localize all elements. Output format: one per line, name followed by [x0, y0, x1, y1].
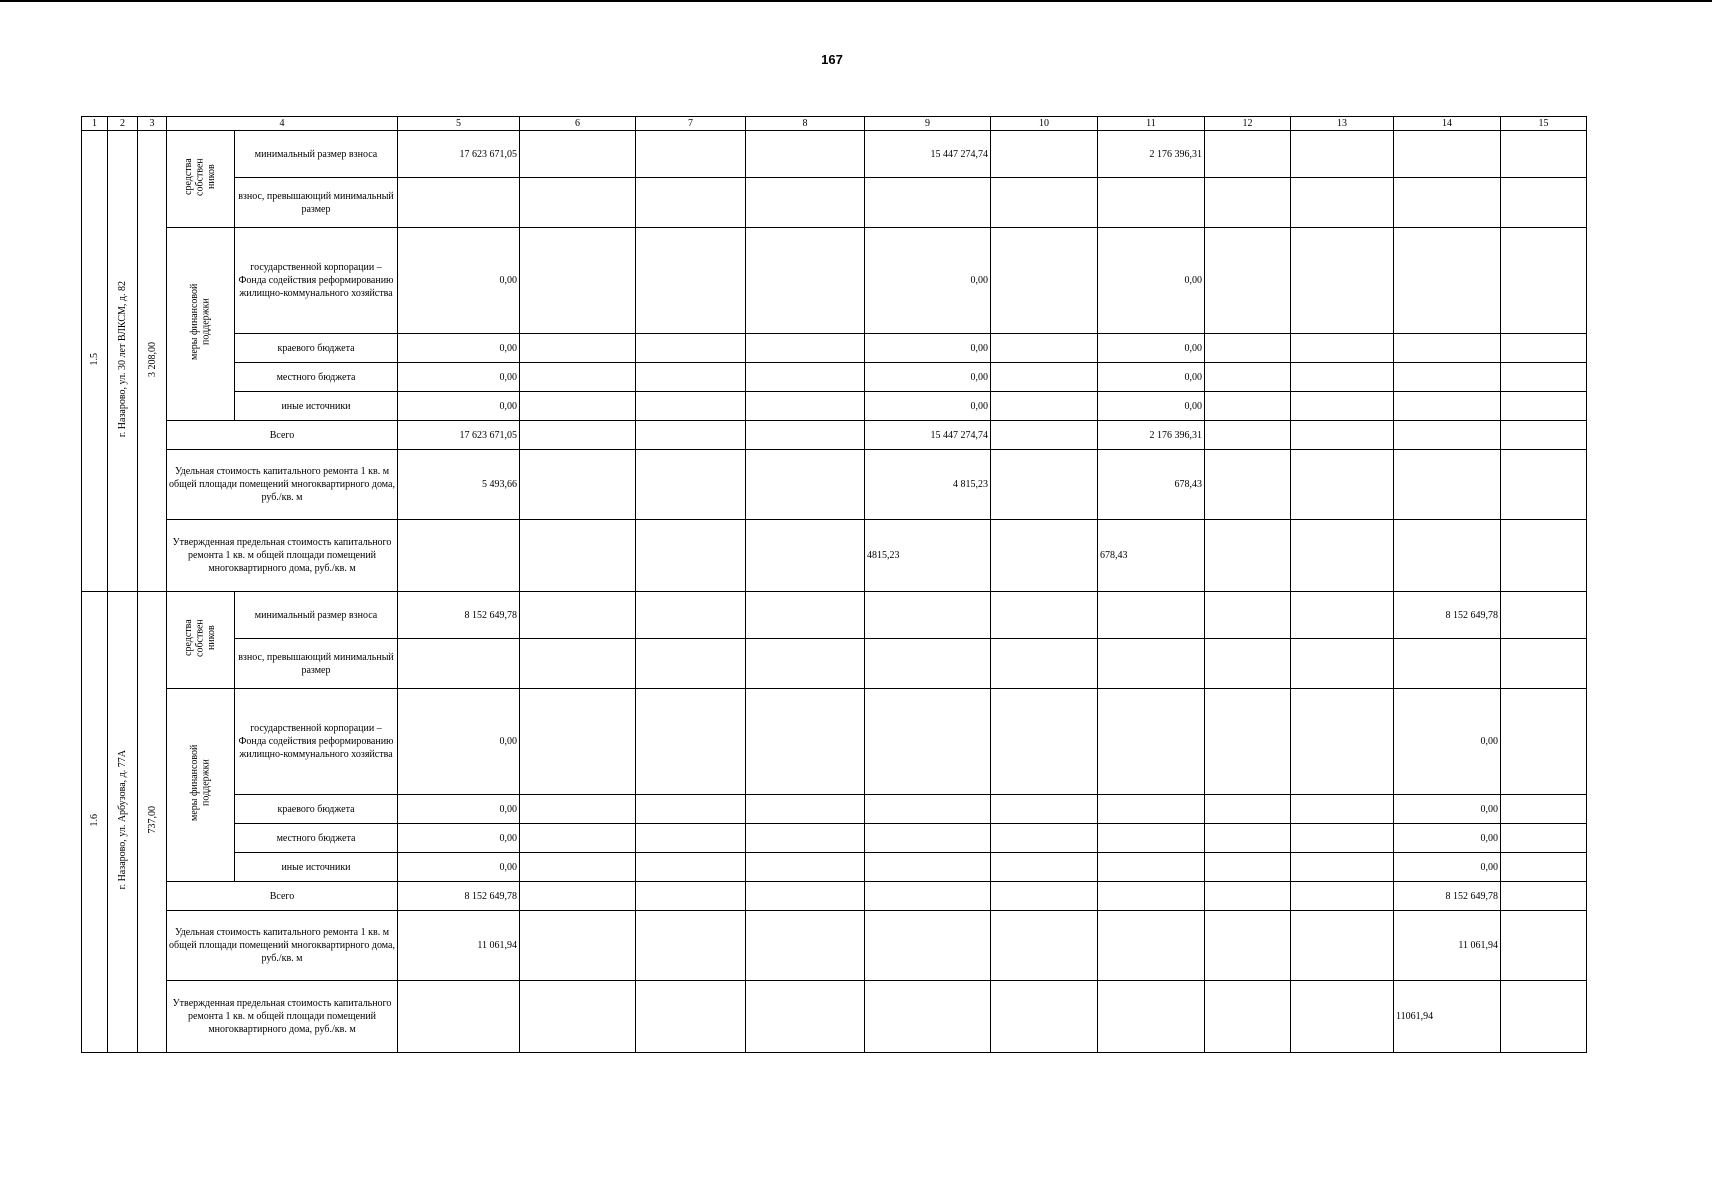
empty-cell: [991, 592, 1098, 639]
value-cell: [1098, 853, 1205, 882]
empty-cell: [636, 228, 746, 334]
value-cell: 0,00: [1394, 824, 1501, 853]
empty-cell: [1501, 450, 1587, 520]
empty-cell: [746, 421, 865, 450]
empty-cell: [398, 520, 520, 592]
empty-cell: [1205, 363, 1291, 392]
empty-cell: [991, 981, 1098, 1053]
value-cell: 2 176 396,31: [1098, 421, 1205, 450]
value-cell: 15 447 274,74: [865, 131, 991, 178]
empty-cell: [1501, 882, 1587, 911]
empty-cell: [746, 178, 865, 228]
approved-value-cell: 678,43: [1098, 520, 1205, 592]
row-label-fund: государственной корпорации – Фонда содействия реформированию жилищно-коммунального хозяйства: [235, 228, 398, 334]
empty-cell: [991, 421, 1098, 450]
approved-value-cell: 4815,23: [865, 520, 991, 592]
value-cell: 17 623 671,05: [398, 131, 520, 178]
empty-cell: [520, 689, 636, 795]
group-label-support: меры финансовой поддержки: [167, 228, 235, 421]
empty-cell: [1291, 824, 1394, 853]
empty-cell: [520, 592, 636, 639]
empty-cell: [1501, 592, 1587, 639]
block-address: г. Назарово, ул. 30 лет ВЛКСМ, д. 82: [108, 131, 138, 592]
empty-cell: [398, 178, 520, 228]
empty-cell: [1205, 911, 1291, 981]
empty-cell: [865, 178, 991, 228]
empty-cell: [746, 228, 865, 334]
empty-cell: [1501, 520, 1587, 592]
value-cell: 0,00: [398, 363, 520, 392]
empty-cell: [991, 363, 1098, 392]
empty-cell: [746, 520, 865, 592]
row-label-approved: Утвержденная предельная стоимость капитального ремонта 1 кв. м общей площади помещений многоквартирного дома, руб./кв. м: [167, 520, 398, 592]
approved-value-cell: [1098, 981, 1205, 1053]
column-header: 15: [1501, 117, 1587, 131]
empty-cell: [746, 911, 865, 981]
empty-cell: [398, 639, 520, 689]
row-label-local: местного бюджета: [235, 363, 398, 392]
empty-cell: [1205, 421, 1291, 450]
approved-value-cell: [1394, 520, 1501, 592]
empty-cell: [520, 981, 636, 1053]
empty-cell: [746, 639, 865, 689]
empty-cell: [1501, 334, 1587, 363]
value-cell: [1394, 363, 1501, 392]
table-row: [82, 421, 1587, 450]
value-cell: [1394, 228, 1501, 334]
empty-cell: [1501, 178, 1587, 228]
empty-cell: [520, 824, 636, 853]
row-label-over-min: взнос, превышающий минимальный размер: [235, 639, 398, 689]
empty-cell: [746, 882, 865, 911]
empty-cell: [1291, 334, 1394, 363]
empty-cell: [1291, 392, 1394, 421]
table-row: [82, 689, 1587, 795]
empty-cell: [991, 178, 1098, 228]
empty-cell: [991, 450, 1098, 520]
value-cell: [865, 689, 991, 795]
empty-cell: [1501, 228, 1587, 334]
value-cell: 0,00: [1394, 853, 1501, 882]
value-cell: [1394, 421, 1501, 450]
empty-cell: [1291, 882, 1394, 911]
empty-cell: [746, 392, 865, 421]
empty-cell: [1205, 228, 1291, 334]
empty-cell: [1291, 450, 1394, 520]
empty-cell: [1205, 689, 1291, 795]
empty-cell: [1501, 131, 1587, 178]
value-cell: 15 447 274,74: [865, 421, 991, 450]
empty-cell: [1098, 639, 1205, 689]
empty-cell: [636, 334, 746, 363]
empty-cell: [520, 450, 636, 520]
empty-cell: [636, 981, 746, 1053]
empty-cell: [991, 824, 1098, 853]
value-cell: 11 061,94: [398, 911, 520, 981]
empty-cell: [1291, 795, 1394, 824]
block-address: г. Назарово, ул. Арбузова, д. 77А: [108, 592, 138, 1053]
value-cell: [1098, 911, 1205, 981]
value-cell: 0,00: [865, 392, 991, 421]
empty-cell: [520, 228, 636, 334]
table-row: [82, 981, 1587, 1053]
column-header: 12: [1205, 117, 1291, 131]
empty-cell: [746, 592, 865, 639]
value-cell: 0,00: [1394, 689, 1501, 795]
table-row: [82, 334, 1587, 363]
empty-cell: [746, 363, 865, 392]
empty-cell: [520, 178, 636, 228]
value-cell: 8 152 649,78: [398, 592, 520, 639]
table-row: [82, 824, 1587, 853]
value-cell: [1098, 882, 1205, 911]
value-cell: 5 493,66: [398, 450, 520, 520]
row-label-min-fee: минимальный размер взноса: [235, 592, 398, 639]
value-cell: [865, 911, 991, 981]
value-cell: 17 623 671,05: [398, 421, 520, 450]
empty-cell: [1291, 639, 1394, 689]
empty-cell: [746, 824, 865, 853]
block-area: 3 208,00: [138, 131, 167, 592]
empty-cell: [636, 824, 746, 853]
row-label-regional: краевого бюджета: [235, 334, 398, 363]
empty-cell: [1205, 639, 1291, 689]
column-header: 4: [167, 117, 398, 131]
empty-cell: [1501, 639, 1587, 689]
empty-cell: [520, 639, 636, 689]
column-header: 10: [991, 117, 1098, 131]
column-header: 2: [108, 117, 138, 131]
column-header: 3: [138, 117, 167, 131]
empty-cell: [991, 689, 1098, 795]
row-label-regional: краевого бюджета: [235, 795, 398, 824]
value-cell: 0,00: [398, 334, 520, 363]
value-cell: 0,00: [398, 689, 520, 795]
empty-cell: [1394, 639, 1501, 689]
value-cell: [1394, 392, 1501, 421]
empty-cell: [520, 520, 636, 592]
column-header: 1: [82, 117, 108, 131]
empty-cell: [636, 795, 746, 824]
empty-cell: [636, 853, 746, 882]
empty-cell: [991, 520, 1098, 592]
value-cell: 0,00: [1394, 795, 1501, 824]
value-cell: [1394, 334, 1501, 363]
empty-cell: [991, 228, 1098, 334]
empty-cell: [1291, 853, 1394, 882]
table-row: [82, 795, 1587, 824]
row-label-over-min: взнос, превышающий минимальный размер: [235, 178, 398, 228]
value-cell: 0,00: [865, 334, 991, 363]
empty-cell: [1205, 520, 1291, 592]
empty-cell: [1291, 228, 1394, 334]
empty-cell: [1205, 178, 1291, 228]
column-header: 8: [746, 117, 865, 131]
empty-cell: [1098, 178, 1205, 228]
empty-cell: [1291, 689, 1394, 795]
empty-cell: [991, 639, 1098, 689]
value-cell: 0,00: [1098, 363, 1205, 392]
row-label-total: Всего: [167, 421, 398, 450]
row-label-min-fee: минимальный размер взноса: [235, 131, 398, 178]
empty-cell: [1501, 911, 1587, 981]
empty-cell: [1291, 911, 1394, 981]
table-row: [82, 882, 1587, 911]
empty-cell: [1291, 592, 1394, 639]
row-label-local: местного бюджета: [235, 824, 398, 853]
value-cell: 0,00: [398, 824, 520, 853]
value-cell: 8 152 649,78: [1394, 592, 1501, 639]
empty-cell: [746, 689, 865, 795]
empty-cell: [398, 981, 520, 1053]
block-number: 1.5: [82, 131, 108, 592]
value-cell: [1098, 824, 1205, 853]
capital-repair-table: [81, 116, 1587, 1053]
table-row: [82, 363, 1587, 392]
value-cell: 0,00: [1098, 334, 1205, 363]
empty-cell: [520, 363, 636, 392]
value-cell: 0,00: [398, 228, 520, 334]
empty-cell: [1291, 421, 1394, 450]
empty-cell: [636, 392, 746, 421]
empty-cell: [1205, 131, 1291, 178]
block-number: 1.6: [82, 592, 108, 1053]
empty-cell: [636, 592, 746, 639]
value-cell: 8 152 649,78: [398, 882, 520, 911]
empty-cell: [1205, 392, 1291, 421]
value-cell: 0,00: [865, 228, 991, 334]
row-label-approved: Утвержденная предельная стоимость капитального ремонта 1 кв. м общей площади помещений многоквартирного дома, руб./кв. м: [167, 981, 398, 1053]
empty-cell: [520, 911, 636, 981]
row-label-total: Всего: [167, 882, 398, 911]
column-header: 13: [1291, 117, 1394, 131]
approved-value-cell: [865, 981, 991, 1053]
value-cell: [1098, 795, 1205, 824]
empty-cell: [636, 689, 746, 795]
empty-cell: [636, 882, 746, 911]
column-number-row: [82, 117, 1587, 131]
empty-cell: [1205, 882, 1291, 911]
table-row: [82, 520, 1587, 592]
value-cell: 11 061,94: [1394, 911, 1501, 981]
row-label-fund: государственной корпорации – Фонда содействия реформированию жилищно-коммунального хозяйства: [235, 689, 398, 795]
empty-cell: [636, 639, 746, 689]
value-cell: 0,00: [398, 853, 520, 882]
empty-cell: [520, 421, 636, 450]
empty-cell: [1291, 981, 1394, 1053]
empty-cell: [991, 853, 1098, 882]
empty-cell: [991, 882, 1098, 911]
empty-cell: [1501, 981, 1587, 1053]
top-scan-border: [0, 0, 1712, 2]
empty-cell: [1501, 853, 1587, 882]
empty-cell: [991, 131, 1098, 178]
value-cell: [865, 853, 991, 882]
page-number: 167: [821, 52, 843, 67]
empty-cell: [636, 131, 746, 178]
empty-cell: [636, 911, 746, 981]
table-row: [82, 228, 1587, 334]
empty-cell: [746, 450, 865, 520]
empty-cell: [1501, 392, 1587, 421]
row-label-unit-cost: Удельная стоимость капитального ремонта 1 кв. м общей площади помещений многоквартирного дома, руб./кв. м: [167, 911, 398, 981]
value-cell: 2 176 396,31: [1098, 131, 1205, 178]
group-label-own-funds: средства собствен ников: [167, 131, 235, 228]
empty-cell: [520, 853, 636, 882]
value-cell: 8 152 649,78: [1394, 882, 1501, 911]
empty-cell: [1205, 824, 1291, 853]
table-row: [82, 450, 1587, 520]
empty-cell: [1501, 795, 1587, 824]
table-row: [82, 853, 1587, 882]
table-row: [82, 592, 1587, 639]
empty-cell: [636, 178, 746, 228]
row-label-other: иные источники: [235, 392, 398, 421]
empty-cell: [746, 795, 865, 824]
column-header: 6: [520, 117, 636, 131]
group-label-own-funds: средства собствен ников: [167, 592, 235, 689]
empty-cell: [746, 131, 865, 178]
column-header: 5: [398, 117, 520, 131]
empty-cell: [746, 981, 865, 1053]
empty-cell: [991, 911, 1098, 981]
row-label-other: иные источники: [235, 853, 398, 882]
empty-cell: [520, 882, 636, 911]
empty-cell: [1501, 421, 1587, 450]
value-cell: 0,00: [398, 795, 520, 824]
empty-cell: [991, 392, 1098, 421]
empty-cell: [520, 131, 636, 178]
empty-cell: [636, 520, 746, 592]
value-cell: [865, 882, 991, 911]
row-label-unit-cost: Удельная стоимость капитального ремонта 1 кв. м общей площади помещений многоквартирного дома, руб./кв. м: [167, 450, 398, 520]
empty-cell: [746, 853, 865, 882]
value-cell: [1098, 689, 1205, 795]
column-header: 7: [636, 117, 746, 131]
value-cell: 0,00: [1098, 392, 1205, 421]
value-cell: [865, 824, 991, 853]
value-cell: 4 815,23: [865, 450, 991, 520]
table-row: [82, 639, 1587, 689]
empty-cell: [991, 795, 1098, 824]
block-area: 737,00: [138, 592, 167, 1053]
empty-cell: [1394, 178, 1501, 228]
table-row: [82, 131, 1587, 178]
empty-cell: [746, 334, 865, 363]
table-row: [82, 392, 1587, 421]
value-cell: 0,00: [1098, 228, 1205, 334]
column-header: 11: [1098, 117, 1205, 131]
value-cell: [1394, 131, 1501, 178]
table-row: [82, 911, 1587, 981]
value-cell: 0,00: [865, 363, 991, 392]
empty-cell: [991, 334, 1098, 363]
empty-cell: [1291, 520, 1394, 592]
empty-cell: [1501, 689, 1587, 795]
empty-cell: [1205, 853, 1291, 882]
value-cell: 678,43: [1098, 450, 1205, 520]
empty-cell: [1501, 363, 1587, 392]
approved-value-cell: 11061,94: [1394, 981, 1501, 1053]
value-cell: [1098, 592, 1205, 639]
empty-cell: [636, 450, 746, 520]
column-header: 9: [865, 117, 991, 131]
value-cell: [865, 592, 991, 639]
empty-cell: [1205, 450, 1291, 520]
value-cell: [1394, 450, 1501, 520]
empty-cell: [1205, 981, 1291, 1053]
empty-cell: [636, 363, 746, 392]
empty-cell: [1291, 178, 1394, 228]
empty-cell: [1205, 334, 1291, 363]
empty-cell: [1291, 363, 1394, 392]
table-row: [82, 178, 1587, 228]
empty-cell: [1205, 795, 1291, 824]
group-label-support: меры финансовой поддержки: [167, 689, 235, 882]
value-cell: [865, 795, 991, 824]
empty-cell: [520, 392, 636, 421]
value-cell: 0,00: [398, 392, 520, 421]
empty-cell: [520, 334, 636, 363]
empty-cell: [1205, 592, 1291, 639]
empty-cell: [865, 639, 991, 689]
empty-cell: [1501, 824, 1587, 853]
empty-cell: [520, 795, 636, 824]
column-header: 14: [1394, 117, 1501, 131]
empty-cell: [636, 421, 746, 450]
empty-cell: [1291, 131, 1394, 178]
